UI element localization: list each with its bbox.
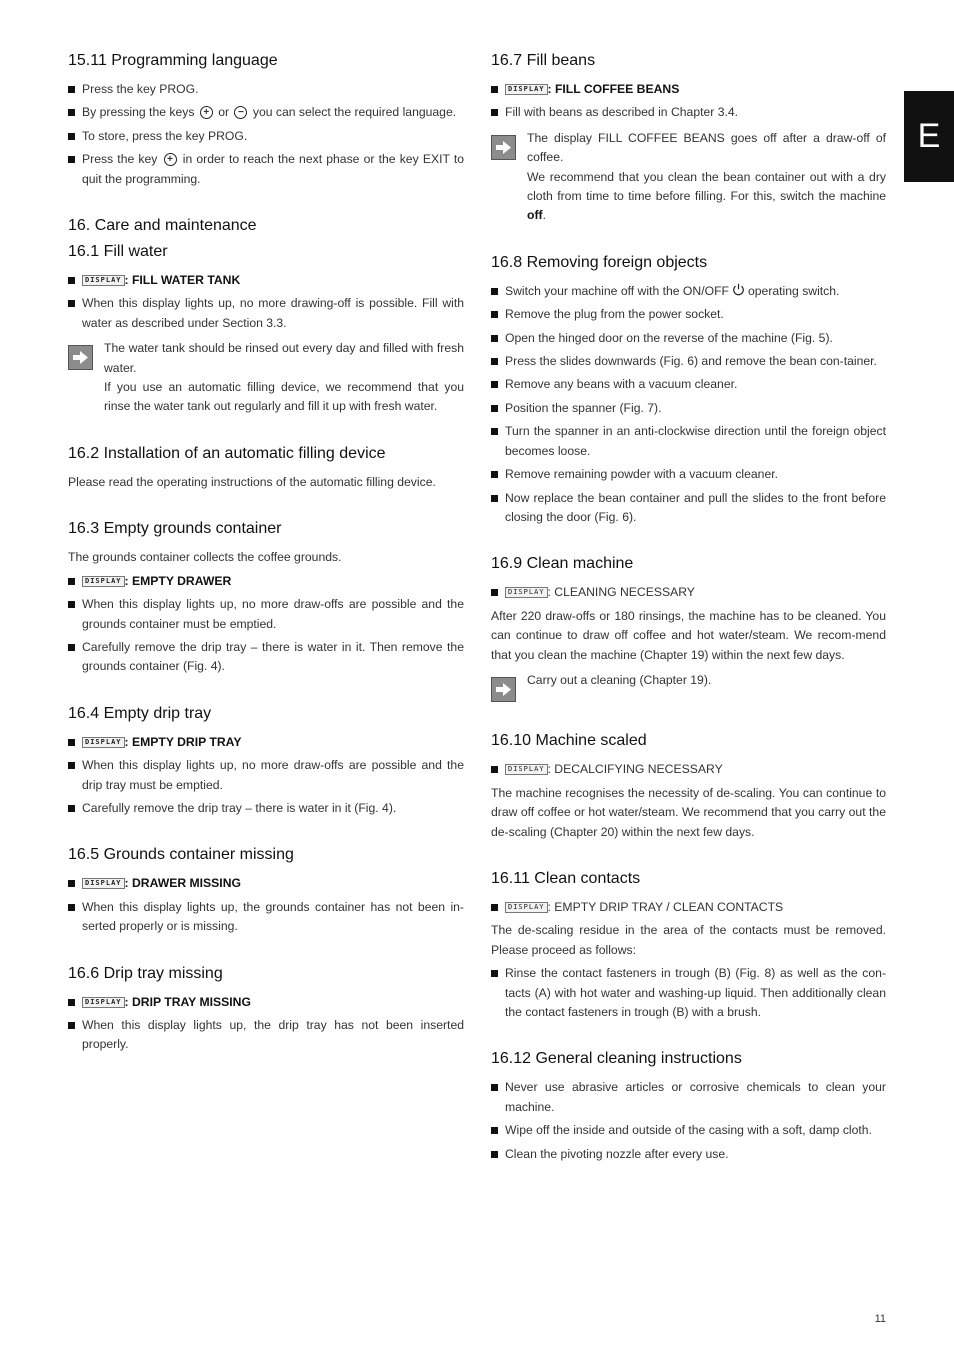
- note-spacer: [527, 690, 886, 704]
- list-item: When this display lights up, no more draw-offs are possible and the drip tray must be emptied.: [68, 756, 464, 795]
- list-item: Carefully remove the drip tray – there is water in it. Then remove the grounds container (Fig. 4).: [68, 638, 464, 677]
- section-title: 16.2 Installation of an automatic filling device: [68, 444, 386, 462]
- bullet-list: [491, 898, 886, 917]
- bullet-square-icon: [491, 405, 498, 412]
- bullet-square-icon: [491, 1127, 498, 1134]
- section-title: 16.12 General cleaning instructions: [491, 1050, 742, 1068]
- list-item: When this display lights up, no more drawing-off is possible. Fill with water as described under Section 3.3.: [68, 294, 464, 333]
- list-item: When this display lights up, the drip tray has not been inserted properly.: [68, 1016, 464, 1055]
- display-message: DISPLAY : FILL WATER TANK: [68, 271, 464, 290]
- bullet-square-icon: [491, 766, 498, 773]
- note-text: If you use an automatic filling device, we recommend that you rinse the water tank out regularly and fill it up with fresh water.: [104, 380, 464, 414]
- paragraph: The de-scaling residue in the area of the contacts must be removed. Please proceed as follows:: [491, 923, 886, 957]
- right-column: [491, 50, 886, 1190]
- section-title: 16.10 Machine scaled: [491, 732, 647, 750]
- bullet-list: [68, 572, 464, 677]
- bullet-list: [491, 964, 886, 1022]
- section-16-4: [68, 703, 464, 819]
- plus-key-icon: +: [200, 106, 213, 119]
- display-message: DISPLAY : EMPTY DRIP TRAY / CLEAN CONTACTS: [491, 898, 886, 917]
- list-item: Carefully remove the drip tray – there is water in it (Fig. 4).: [68, 799, 464, 818]
- chapter-title: 16. Care and maintenance: [68, 217, 257, 235]
- bullet-square-icon: [68, 133, 75, 140]
- bullet-list: [491, 583, 886, 602]
- bullet-square-icon: [68, 762, 75, 769]
- list-item: To store, press the key PROG.: [68, 127, 464, 146]
- display-message: DISPLAY : DRIP TRAY MISSING: [68, 993, 464, 1012]
- section-16-3: [68, 518, 464, 676]
- section-15-11: [68, 50, 464, 189]
- bullet-list: [491, 282, 886, 527]
- display-icon: DISPLAY: [82, 576, 125, 587]
- bullet-square-icon: [68, 644, 75, 651]
- bullet-square-icon: [68, 805, 75, 812]
- display-message: DISPLAY : DRAWER MISSING: [68, 874, 464, 893]
- note-box: [491, 671, 886, 704]
- minus-key-icon: −: [234, 106, 247, 119]
- display-icon: DISPLAY: [82, 737, 125, 748]
- note-text: We recommend that you clean the bean container out with a dry cloth from time to time before filling. For this, switch the machine off.: [527, 169, 886, 223]
- section-title: 16.1 Fill water: [68, 243, 168, 261]
- bullet-list: [491, 1078, 886, 1164]
- arrow-right-icon: [491, 677, 516, 702]
- bullet-list: [68, 80, 464, 189]
- section-title: 16.5 Grounds container missing: [68, 846, 294, 864]
- bullet-square-icon: [491, 86, 498, 93]
- bullet-square-icon: [491, 109, 498, 116]
- bullet-square-icon: [491, 904, 498, 911]
- section-title: 16.4 Empty drip tray: [68, 704, 212, 722]
- section-16-1: [68, 241, 464, 417]
- paragraph: The machine recognises the necessity of de-scaling. You can continue to draw off coffee or hot water/steam. We recommend that you carry out the de-scaling (Chapter 20) within the next few days.: [491, 785, 886, 839]
- bullet-list: [68, 271, 464, 333]
- section-16-11: [491, 868, 886, 1022]
- list-item: Remove the plug from the power socket.: [491, 305, 886, 324]
- note-text: The water tank should be rinsed out every day and filled with fresh water.: [104, 341, 464, 375]
- display-icon: DISPLAY: [505, 84, 548, 95]
- list-item: Remove any beans with a vacuum cleaner.: [491, 375, 886, 394]
- section-title: 16.6 Drip tray missing: [68, 964, 223, 982]
- display-message: DISPLAY : EMPTY DRAWER: [68, 572, 464, 591]
- bullet-square-icon: [491, 589, 498, 596]
- bullet-square-icon: [68, 109, 75, 116]
- list-item: Press the slides downwards (Fig. 6) and remove the bean con-tainer.: [491, 352, 886, 371]
- bullet-square-icon: [491, 1151, 498, 1158]
- list-item: Fill with beans as described in Chapter 3.4.: [491, 103, 886, 122]
- section-16-6: [68, 963, 464, 1055]
- list-item: When this display lights up, the grounds container has not been in-serted properly or is missing.: [68, 898, 464, 937]
- section-16: [68, 215, 464, 237]
- display-icon: DISPLAY: [505, 764, 548, 775]
- bullet-square-icon: [68, 300, 75, 307]
- list-item: Press the key + in order to reach the next phase or the key EXIT to quit the programming.: [68, 150, 464, 189]
- list-item: Turn the spanner in an anti-clockwise direction until the foreign object becomes loose.: [491, 422, 886, 461]
- list-item: Position the spanner (Fig. 7).: [491, 399, 886, 418]
- note-box: [68, 339, 464, 417]
- list-item: Switch your machine off with the ON/OFF operating switch.: [491, 282, 886, 301]
- paragraph: The grounds container collects the coffee grounds.: [68, 550, 342, 565]
- list-item: Wipe off the inside and outside of the casing with a soft, damp cloth.: [491, 1121, 886, 1140]
- display-message: DISPLAY : FILL COFFEE BEANS: [491, 80, 886, 99]
- arrow-right-icon: [68, 345, 93, 370]
- language-tab: E: [904, 91, 954, 182]
- page-number: 11: [874, 1313, 886, 1325]
- list-item: Open the hinged door on the reverse of the machine (Fig. 5).: [491, 329, 886, 348]
- list-item: Clean the pivoting nozzle after every use.: [491, 1145, 886, 1164]
- bullet-square-icon: [491, 1084, 498, 1091]
- bullet-list: [68, 874, 464, 936]
- bullet-square-icon: [491, 428, 498, 435]
- display-icon: DISPLAY: [505, 902, 548, 913]
- list-item: Rinse the contact fasteners in trough (B) (Fig. 8) as well as the con-tacts (A) with hot water and washing-up liquid. Then additionally clean the contact fasteners in trough (B) with a brush.: [491, 964, 886, 1022]
- section-16-9: [491, 553, 886, 704]
- section-16-12: [491, 1048, 886, 1164]
- bullet-square-icon: [68, 904, 75, 911]
- section-title: 15.11 Programming language: [68, 52, 278, 69]
- plus-key-icon: +: [164, 153, 177, 166]
- list-item: Press the key PROG.: [68, 80, 464, 99]
- bullet-square-icon: [491, 358, 498, 365]
- bullet-square-icon: [68, 739, 75, 746]
- section-title: 16.9 Clean machine: [491, 555, 634, 573]
- display-message: DISPLAY : CLEANING NECESSARY: [491, 583, 886, 602]
- section-16-8: [491, 252, 886, 527]
- arrow-right-icon: [491, 135, 516, 160]
- bullet-square-icon: [491, 335, 498, 342]
- section-16-2: [68, 443, 464, 492]
- bullet-list: [68, 733, 464, 819]
- bullet-square-icon: [68, 86, 75, 93]
- section-title: 16.8 Removing foreign objects: [491, 253, 708, 271]
- bullet-square-icon: [491, 311, 498, 318]
- display-message: DISPLAY : EMPTY DRIP TRAY: [68, 733, 464, 752]
- bullet-square-icon: [491, 471, 498, 478]
- note-text: Carry out a cleaning (Chapter 19).: [527, 672, 712, 687]
- bullet-list: [491, 760, 886, 779]
- bullet-square-icon: [491, 288, 498, 295]
- section-16-5: [68, 844, 464, 936]
- paragraph: After 220 draw-offs or 180 rinsings, the machine has to be cleaned. You can continue to draw off coffee and hot water/steam. We recom-mend that you clean the machine (Chapter 19) within the next few days.: [491, 608, 886, 662]
- note-text: The display FILL COFFEE BEANS goes off after a draw-off of coffee.: [527, 130, 886, 165]
- bullet-square-icon: [68, 277, 75, 284]
- list-item: When this display lights up, no more draw-offs are possible and the grounds container must be emptied.: [68, 595, 464, 634]
- list-item: Never use abrasive articles or corrosive chemicals to clean your machine.: [491, 1078, 886, 1117]
- bullet-square-icon: [68, 578, 75, 585]
- section-title: 16.7 Fill beans: [491, 52, 596, 69]
- bullet-list: [491, 80, 886, 123]
- left-column: [68, 50, 464, 1081]
- display-icon: DISPLAY: [82, 997, 125, 1008]
- display-icon: DISPLAY: [82, 878, 125, 889]
- section-title: 16.3 Empty grounds container: [68, 520, 282, 538]
- bullet-square-icon: [68, 1022, 75, 1029]
- note-box: [491, 129, 886, 226]
- section-16-10: [491, 730, 886, 842]
- display-message: DISPLAY : DECALCIFYING NECESSARY: [491, 760, 886, 779]
- bullet-square-icon: [491, 495, 498, 502]
- bullet-square-icon: [491, 970, 498, 977]
- bullet-square-icon: [68, 601, 75, 608]
- list-item: By pressing the keys + or − you can select the required language.: [68, 103, 464, 122]
- bullet-square-icon: [491, 381, 498, 388]
- bullet-square-icon: [68, 880, 75, 887]
- paragraph: Please read the operating instructions of the automatic filling device.: [68, 474, 436, 489]
- section-16-7: [491, 50, 886, 226]
- bullet-square-icon: [68, 156, 75, 163]
- bullet-list: [68, 993, 464, 1055]
- list-item: Remove remaining powder with a vacuum cleaner.: [491, 465, 886, 484]
- power-icon: [732, 283, 745, 296]
- section-title: 16.11 Clean contacts: [491, 869, 641, 887]
- display-icon: DISPLAY: [82, 275, 125, 286]
- list-item: Now replace the bean container and pull the slides to the front before closing the door (Fig. 6).: [491, 489, 886, 528]
- bullet-square-icon: [68, 999, 75, 1006]
- display-icon: DISPLAY: [505, 587, 548, 598]
